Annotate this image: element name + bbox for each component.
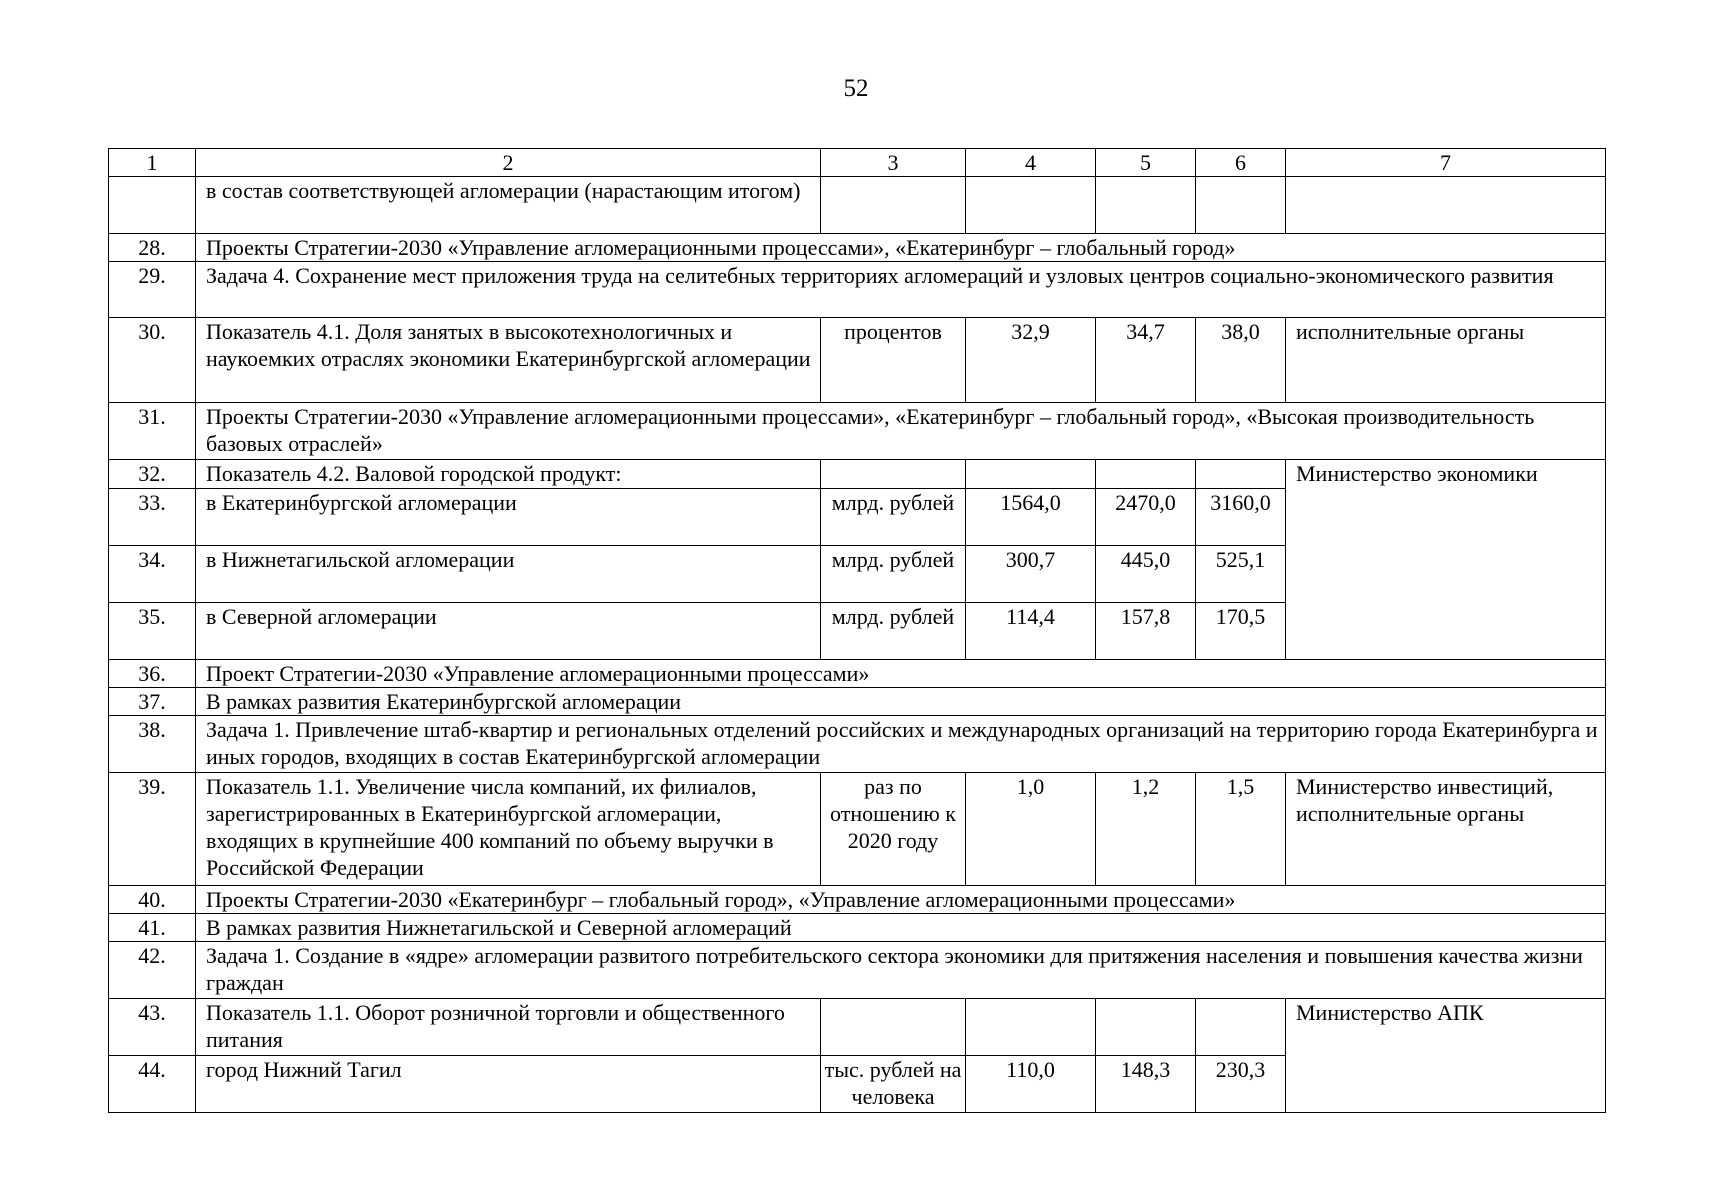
column-header: 3 xyxy=(821,149,966,177)
section-text: В рамках развития Екатеринбургской агломерации xyxy=(196,688,1606,716)
unit-cell: млрд. рублей xyxy=(821,603,966,660)
table-header-row xyxy=(109,149,1606,177)
indicator-name: Показатель 4.2. Валовой городской продукт: xyxy=(196,460,821,489)
value-cell: 445,0 xyxy=(1096,546,1196,603)
unit-cell xyxy=(821,177,966,234)
table-row xyxy=(109,716,1606,773)
value-cell: 300,7 xyxy=(966,546,1096,603)
table-row xyxy=(109,234,1606,262)
unit-cell: млрд. рублей xyxy=(821,489,966,546)
table-row xyxy=(109,460,1606,489)
unit-cell: млрд. рублей xyxy=(821,546,966,603)
value-cell: 110,0 xyxy=(966,1056,1096,1113)
row-number xyxy=(109,177,196,234)
value-cell xyxy=(966,460,1096,489)
value-cell: 32,9 xyxy=(966,318,1096,403)
row-number: 33. xyxy=(109,489,196,546)
value-cell: 148,3 xyxy=(1096,1056,1196,1113)
section-text: Задача 1. Создание в «ядре» агломерации развитого потребительского сектора экономики для притяжения населения и повышения качества жизни граждан xyxy=(196,942,1606,999)
value-cell: 230,3 xyxy=(1196,1056,1286,1113)
responsible-cell xyxy=(1286,177,1606,234)
row-number: 40. xyxy=(109,886,196,914)
row-number: 31. xyxy=(109,403,196,460)
value-cell xyxy=(1096,460,1196,489)
value-cell xyxy=(966,177,1096,234)
value-cell xyxy=(1196,999,1286,1056)
row-number: 32. xyxy=(109,460,196,489)
responsible-cell: Министерство инвестиций, исполнительные органы xyxy=(1286,773,1606,886)
table-row xyxy=(109,886,1606,914)
table-row xyxy=(109,403,1606,460)
column-header: 5 xyxy=(1096,149,1196,177)
value-cell: 3160,0 xyxy=(1196,489,1286,546)
row-number: 28. xyxy=(109,234,196,262)
table-row xyxy=(109,773,1606,886)
indicator-name: Показатель 4.1. Доля занятых в высокотехнологичных и наукоемких отраслях экономики Екатеринбургской агломерации xyxy=(196,318,821,403)
indicator-name: Показатель 1.1. Оборот розничной торговли и общественного питания xyxy=(196,999,821,1056)
value-cell: 114,4 xyxy=(966,603,1096,660)
value-cell: 2470,0 xyxy=(1096,489,1196,546)
value-cell: 1564,0 xyxy=(966,489,1096,546)
unit-cell xyxy=(821,999,966,1056)
column-header: 2 xyxy=(196,149,821,177)
section-text: Проекты Стратегии-2030 «Управление агломерационными процессами», «Екатеринбург – глобальный город», «Высокая производительность базовых отраслей» xyxy=(196,403,1606,460)
responsible-cell: Министерство АПК xyxy=(1286,999,1606,1113)
row-number: 38. xyxy=(109,716,196,773)
indicator-name: в Нижнетагильской агломерации xyxy=(196,546,821,603)
indicator-name: в Северной агломерации xyxy=(196,603,821,660)
value-cell: 170,5 xyxy=(1196,603,1286,660)
indicator-name: город Нижний Тагил xyxy=(196,1056,821,1113)
table-row xyxy=(109,318,1606,403)
row-number: 30. xyxy=(109,318,196,403)
row-number: 29. xyxy=(109,262,196,318)
value-cell: 157,8 xyxy=(1096,603,1196,660)
value-cell xyxy=(1096,177,1196,234)
value-cell xyxy=(966,999,1096,1056)
value-cell: 1,2 xyxy=(1096,773,1196,886)
column-header: 7 xyxy=(1286,149,1606,177)
row-number: 42. xyxy=(109,942,196,999)
row-number: 37. xyxy=(109,688,196,716)
table-row xyxy=(109,688,1606,716)
unit-cell: раз по отношению к 2020 году xyxy=(821,773,966,886)
section-text: Задача 1. Привлечение штаб-квартир и региональных отделений российских и международных организаций на территорию города Екатеринбурга и иных городов, входящих в состав Екатеринбургской агломерации xyxy=(196,716,1606,773)
value-cell: 34,7 xyxy=(1096,318,1196,403)
section-text: Проекты Стратегии-2030 «Управление агломерационными процессами», «Екатеринбург – глобальный город» xyxy=(196,234,1606,262)
value-cell xyxy=(1196,177,1286,234)
table-row xyxy=(109,660,1606,688)
value-cell: 525,1 xyxy=(1196,546,1286,603)
responsible-cell: Министерство экономики xyxy=(1286,460,1606,660)
section-text: Задача 4. Сохранение мест приложения труда на селитебных территориях агломераций и узловых центров социально-экономического развития xyxy=(196,262,1606,318)
row-number: 43. xyxy=(109,999,196,1056)
value-cell: 38,0 xyxy=(1196,318,1286,403)
table-row xyxy=(109,942,1606,999)
indicator-name: Показатель 1.1. Увеличение числа компаний, их филиалов, зарегистрированных в Екатеринбургской агломерации, входящих в крупнейшие 400 компаний по объему выручки в Российской Федерации xyxy=(196,773,821,886)
table-row xyxy=(109,177,1606,234)
row-number: 34. xyxy=(109,546,196,603)
column-header: 1 xyxy=(109,149,196,177)
section-text: Проект Стратегии-2030 «Управление агломерационными процессами» xyxy=(196,660,1606,688)
value-cell: 1,5 xyxy=(1196,773,1286,886)
row-number: 35. xyxy=(109,603,196,660)
responsible-cell: исполнительные органы xyxy=(1286,318,1606,403)
indicators-table xyxy=(108,148,1606,1113)
column-header: 4 xyxy=(966,149,1096,177)
table-row xyxy=(109,262,1606,318)
unit-cell xyxy=(821,460,966,489)
table-row xyxy=(109,914,1606,942)
section-text: Проекты Стратегии-2030 «Екатеринбург – глобальный город», «Управление агломерационными процессами» xyxy=(196,886,1606,914)
row-number: 36. xyxy=(109,660,196,688)
table-row xyxy=(109,999,1606,1056)
row-number: 39. xyxy=(109,773,196,886)
indicator-name: в состав соответствующей агломерации (нарастающим итогом) xyxy=(196,177,821,234)
row-number: 41. xyxy=(109,914,196,942)
value-cell: 1,0 xyxy=(966,773,1096,886)
value-cell xyxy=(1096,999,1196,1056)
value-cell xyxy=(1196,460,1286,489)
row-number: 44. xyxy=(109,1056,196,1113)
section-text: В рамках развития Нижнетагильской и Северной агломераций xyxy=(196,914,1606,942)
unit-cell: тыс. рублей на человека xyxy=(821,1056,966,1113)
unit-cell: процентов xyxy=(821,318,966,403)
column-header: 6 xyxy=(1196,149,1286,177)
indicator-name: в Екатеринбургской агломерации xyxy=(196,489,821,546)
page-number: 52 xyxy=(843,75,869,102)
